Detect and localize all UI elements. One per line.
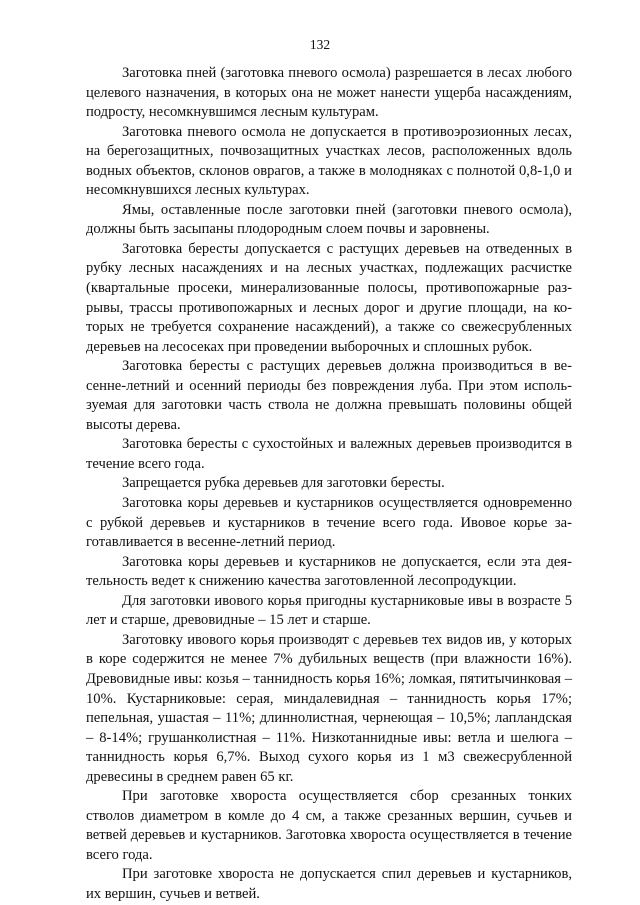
paragraph-stump-restrictions: Заготовка пневого осмола не допускается в противоэрозионных лесах, на берегозащитных, почвозащитных участках лесов, расположенных вдоль водных объектов, склонов оврагов, а также в молодняках с полнотой 0,8-1,0 и несомкнувшихся лесных культурах. [86,123,572,199]
paragraph-bark-restrictions: Заготовка коры деревьев и кустарников не допускается, если эта деятельность ведет к снижению качества заготовленной лесопродукции. [86,553,572,590]
paragraph-birch-bark-allowed: Заготовка бересты допускается с растущих деревьев на отведенных в рубку лесных насаждениях и на лесных участках, подлежащих расчистке (квартальные просеки, минерализованные полосы, противопожарные разрывы, трассы противопожарных и лесных дорог и другие площади, на которых не требуется сохранение насаждений), а также со свежесрубленных деревьев на лесосеках при проведении выборочных и сплошных рубок. [86,240,572,355]
document-body [86,64,572,905]
paragraph-felling-prohibited: Запрещается рубка деревьев для заготовки бересты. [122,475,445,492]
paragraph-birch-bark-living-trees: Заготовка бересты с растущих деревьев должна производиться в весенне-летний и осенний периоды без повреждения луба. При этом используемая для заготовки часть ствола не должна превышать половины общей высоты дерева. [86,358,572,433]
paragraph-brushwood-harvesting: При заготовке хвороста осуществляется сбор срезанных тонких стволов диаметром в комле до 4 см, а также срезанных вершин, сучьев и ветвей деревьев и кустарников. Заготовка хвороста осуществляется в течение всего года. [86,788,572,863]
paragraph-pit-filling: Ямы, оставленные после заготовки пней (заготовки пневого осмола), должны быть засыпаны плодородным слоем почвы и заровнены. [86,201,572,238]
paragraph-brushwood-restrictions: При заготовке хвороста не допускается спил деревьев и кустарников, их вершин, сучьев и ветвей. [86,866,572,902]
paragraph-birch-bark-dead-trees: Заготовка бересты с сухостойных и валежных деревьев производится в течение всего года. [86,436,572,472]
paragraph-willow-species: Заготовку ивового корья производят с деревьев тех видов ив, у которых в коре содержится не менее 7% дубильных веществ (при влажности 16%). Древовидные ивы: козья – таннидность корья 16%; ломкая, пятитычинковая – 10%. Кустарниковые: серая, миндалевидная – таннидность корья 17%; пепельная, ушастая – 11%; длиннолистная, чернеющая – 10,5%; лапландская – 8-14%; грушанколистная – 11%. Низкотаннидные ивы: ветла и шелюга – таннидность корья 6,7%. Выход сухого корья из 1 м3 свежесрубленной древесины в среднем равен 65 кг. [86,631,572,785]
paragraph-willow-age: Для заготовки ивового корья пригодны кустарниковые ивы в возрасте 5 лет и старше, древовидные – 15 лет и старше. [86,592,572,629]
paragraph-bark-harvesting: Заготовка коры деревьев и кустарников осуществляется одновременно с рубкой деревьев и кустарников в течение всего года. Ивовое корье заготавливается в весенне-летний период. [86,495,572,551]
paragraph-stump-harvesting: Заготовка пней (заготовка пневого осмола) разрешается в лесах любого целевого назначения, в которых она не может нанести ущерба насаждениям, подросту, несомкнувшимся лесным культурам. [86,65,572,121]
page-number: 132 [309,37,331,52]
